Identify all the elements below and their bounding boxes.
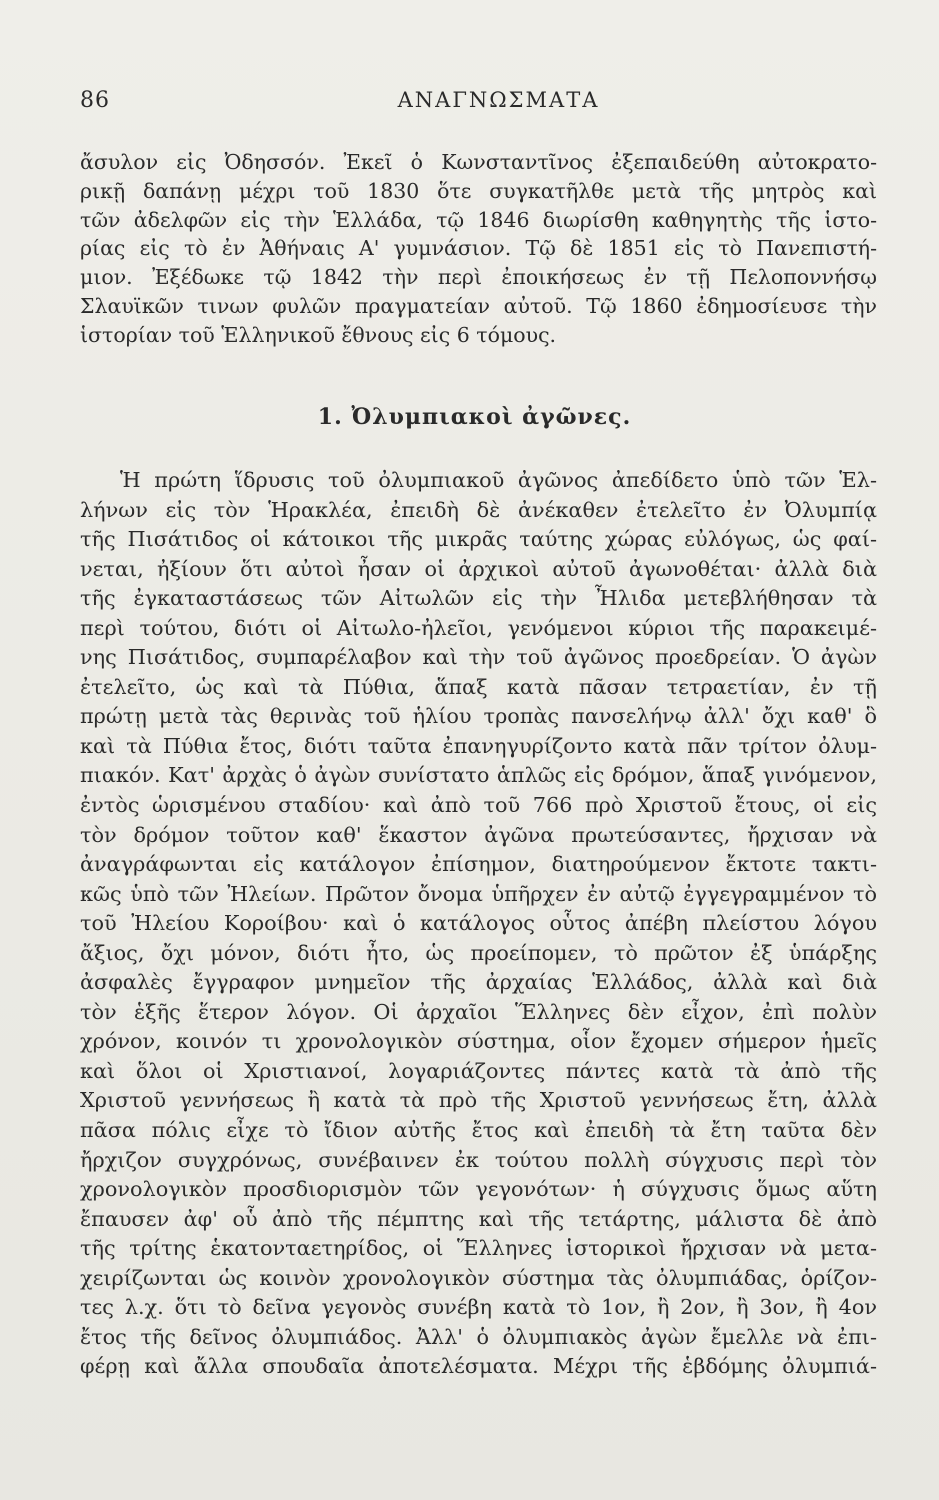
body-line: ἐντὸς ὡρισμένου σταδίου· καὶ ἀπὸ τοῦ 766 πρὸ Χριστοῦ ἔτους, οἱ εἰς	[80, 793, 877, 818]
body-line: περὶ τούτου, διότι οἱ Αἰτωλο-ἠλεῖοι, γενόμενοι κύριοι τῆς παρακειμέ-	[80, 615, 877, 640]
body-line: τὸν ἑξῆς ἕτερον λόγον. Οἱ ἀρχαῖοι Ἕλληνες δὲν εἶχον, ἐπὶ πολὺν	[80, 999, 877, 1024]
body-line: πιακόν. Κατ' ἀρχὰς ὁ ἀγὼν συνίστατο ἁπλῶς εἰς δρόμον, ἅπαξ γινόμενον,	[80, 763, 877, 788]
body-line: νης Πισάτιδος, συμπαρέλαβον καὶ τὴν τοῦ ἀγῶνος προεδρείαν. Ὁ ἀγὼν	[80, 645, 877, 670]
body-line: χρόνον, κοινόν τι χρονολογικὸν σύστημα, οἷον ἔχομεν σήμερον ἡμεῖς	[80, 1029, 877, 1054]
body-line: φέρῃ καὶ ἄλλα σπουδαῖα ἀποτελέσματα. Μέχρι τῆς ἑβδόμης ὀλυμπιά-	[80, 1354, 877, 1379]
running-title: ΑΝΑΓΝΩΣΜΑΤΑ	[397, 88, 600, 112]
body-line: πρώτῃ μετὰ τὰς θερινὰς τοῦ ἡλίου τροπὰς πανσελήνῳ ἀλλ' ὄχι καθ' ὃ	[80, 704, 877, 729]
body-line: ἔτος τῆς δεῖνος ὀλυμπιάδος. Ἀλλ' ὁ ὀλυμπιακὸς ἀγὼν ἔμελλε νὰ ἐπι-	[80, 1324, 877, 1349]
body-line: τοῦ Ἠλείου Κοροίβου· καὶ ὁ κατάλογος οὗτος ἀπέβη πλείστου λόγου	[80, 911, 877, 936]
body-line: λήνων εἰς τὸν Ἡρακλέα, ἐπειδὴ δὲ ἀνέκαθεν ἐτελεῖτο ἐν Ὀλυμπίᾳ	[80, 497, 877, 522]
section-heading: 1. Ὀλυμπιακοὶ ἀγῶνες.	[317, 404, 632, 430]
intro-line: ἄσυλον εἰς Ὀδησσόν. Ἐκεῖ ὁ Κωνσταντῖνος ἐξεπαιδεύθη αὐτοκρατο-	[80, 150, 877, 174]
body-line: τῆς Πισάτιδος οἱ κάτοικοι τῆς μικρᾶς ταύτης χώρας εὐλόγως, ὡς φαί-	[80, 527, 877, 552]
intro-line: Σλαυϊκῶν τινων φυλῶν πραγματείαν αὐτοῦ. Τῷ 1860 ἐδημοσίευσε τὴν	[80, 293, 877, 318]
body-line: κῶς ὑπὸ τῶν Ἠλείων. Πρῶτον ὄνομα ὑπῆρχεν ἐν αὐτῷ ἐγγεγραμμένον τὸ	[80, 881, 877, 906]
intro-line: ρίας εἰς τὸ ἐν Ἀθήναις Α' γυμνάσιον. Τῷ δὲ 1851 εἰς τὸ Πανεπιστή-	[80, 236, 877, 261]
body-line: χρονολογικὸν προσδιορισμὸν τῶν γεγονότων· ἡ σύγχυσις ὅμως αὕτη	[80, 1177, 877, 1202]
body-line: τὸν δρόμον τοῦτον καθ' ἕκαστον ἀγῶνα πρωτεύσαντες, ἤρχισαν νὰ	[80, 822, 877, 847]
intro-line: μιον. Ἐξέδωκε τῷ 1842 τὴν περὶ ἐποικήσεως ἐν τῇ Πελοποννήσῳ	[80, 265, 877, 290]
body-line: ἔπαυσεν ἀφ' οὗ ἀπὸ τῆς πέμπτης καὶ τῆς τετάρτης, μάλιστα δὲ ἀπὸ	[80, 1206, 877, 1231]
body-line: καὶ ὅλοι οἱ Χριστιανοί, λογαριάζοντες πάντες κατὰ τὰ ἀπὸ τῆς	[80, 1058, 877, 1083]
body-line: νεται, ἠξίουν ὅτι αὐτοὶ ἦσαν οἱ ἀρχικοὶ αὐτοῦ ἀγωνοθέται· ἀλλὰ διὰ	[80, 556, 877, 581]
body-paragraph	[80, 466, 877, 1382]
body-line: πᾶσα πόλις εἶχε τὸ ἴδιον αὐτῆς ἔτος καὶ ἐπειδὴ τὰ ἔτη ταῦτα δὲν	[80, 1118, 877, 1143]
intro-line: τῶν ἀδελφῶν εἰς τὴν Ἑλλάδα, τῷ 1846 διωρίσθη καθηγητὴς τῆς ἱστο-	[80, 207, 877, 232]
body-line: ἐτελεῖτο, ὡς καὶ τὰ Πύθια, ἅπαξ κατὰ πᾶσαν τετραετίαν, ἐν τῇ	[80, 674, 877, 699]
page-header	[80, 88, 877, 122]
body-line: χειρίζωνται ὡς κοινὸν χρονολογικὸν σύστημα τὰς ὀλυμπιάδας, ὁρίζον-	[80, 1265, 877, 1290]
body-line: ἤρχιζον συγχρόνως, συνέβαινεν ἐκ τούτου πολλὴ σύγχυσις περὶ τὸν	[80, 1147, 877, 1172]
intro-line: ἱστορίαν τοῦ Ἑλληνικοῦ ἔθνους εἰς 6 τόμους.	[80, 322, 557, 347]
body-line: καὶ τὰ Πύθια ἔτος, διότι ταῦτα ἐπανηγυρίζοντο κατὰ πᾶν τρίτον ὀλυμ-	[80, 733, 877, 758]
intro-paragraph	[80, 148, 877, 350]
body-line: Ἡ πρώτη ἵδρυσις τοῦ ὀλυμπιακοῦ ἀγῶνος ἀπεδίδετο ὑπὸ τῶν Ἑλ-	[120, 468, 877, 492]
body-line: ἀσφαλὲς ἔγγραφον μνημεῖον τῆς ἀρχαίας Ἑλλάδος, ἀλλὰ καὶ διὰ	[80, 970, 877, 995]
body-line: τες λ.χ. ὅτι τὸ δεῖνα γεγονὸς συνέβη κατὰ τὸ 1ον, ἢ 2ον, ἢ 3ον, ἢ 4ον	[80, 1295, 877, 1320]
page-number: 86	[80, 88, 110, 113]
intro-line: ρικῇ δαπάνῃ μέχρι τοῦ 1830 ὅτε συγκατῆλθε μετὰ τῆς μητρὸς καὶ	[80, 178, 877, 203]
body-line: ἀναγράφωνται εἰς κατάλογον ἐπίσημον, διατηρούμενον ἔκτοτε τακτι-	[80, 852, 877, 877]
bleed-through-shadow	[560, 52, 880, 70]
body-line: τῆς τρίτης ἑκατονταετηρίδος, οἱ Ἕλληνες ἱστορικοὶ ἤρχισαν νὰ μετα-	[80, 1236, 877, 1261]
body-line: Χριστοῦ γεννήσεως ἢ κατὰ τὰ πρὸ τῆς Χριστοῦ γεννήσεως ἔτη, ἀλλὰ	[80, 1088, 877, 1113]
body-line: ἄξιος, ὄχι μόνον, διότι ἦτο, ὡς προείπομεν, τὸ πρῶτον ἐξ ὑπάρξης	[80, 940, 877, 965]
body-line: τῆς ἐγκαταστάσεως τῶν Αἰτωλῶν εἰς τὴν Ἦλιδα μετεβλήθησαν τὰ	[80, 586, 877, 611]
